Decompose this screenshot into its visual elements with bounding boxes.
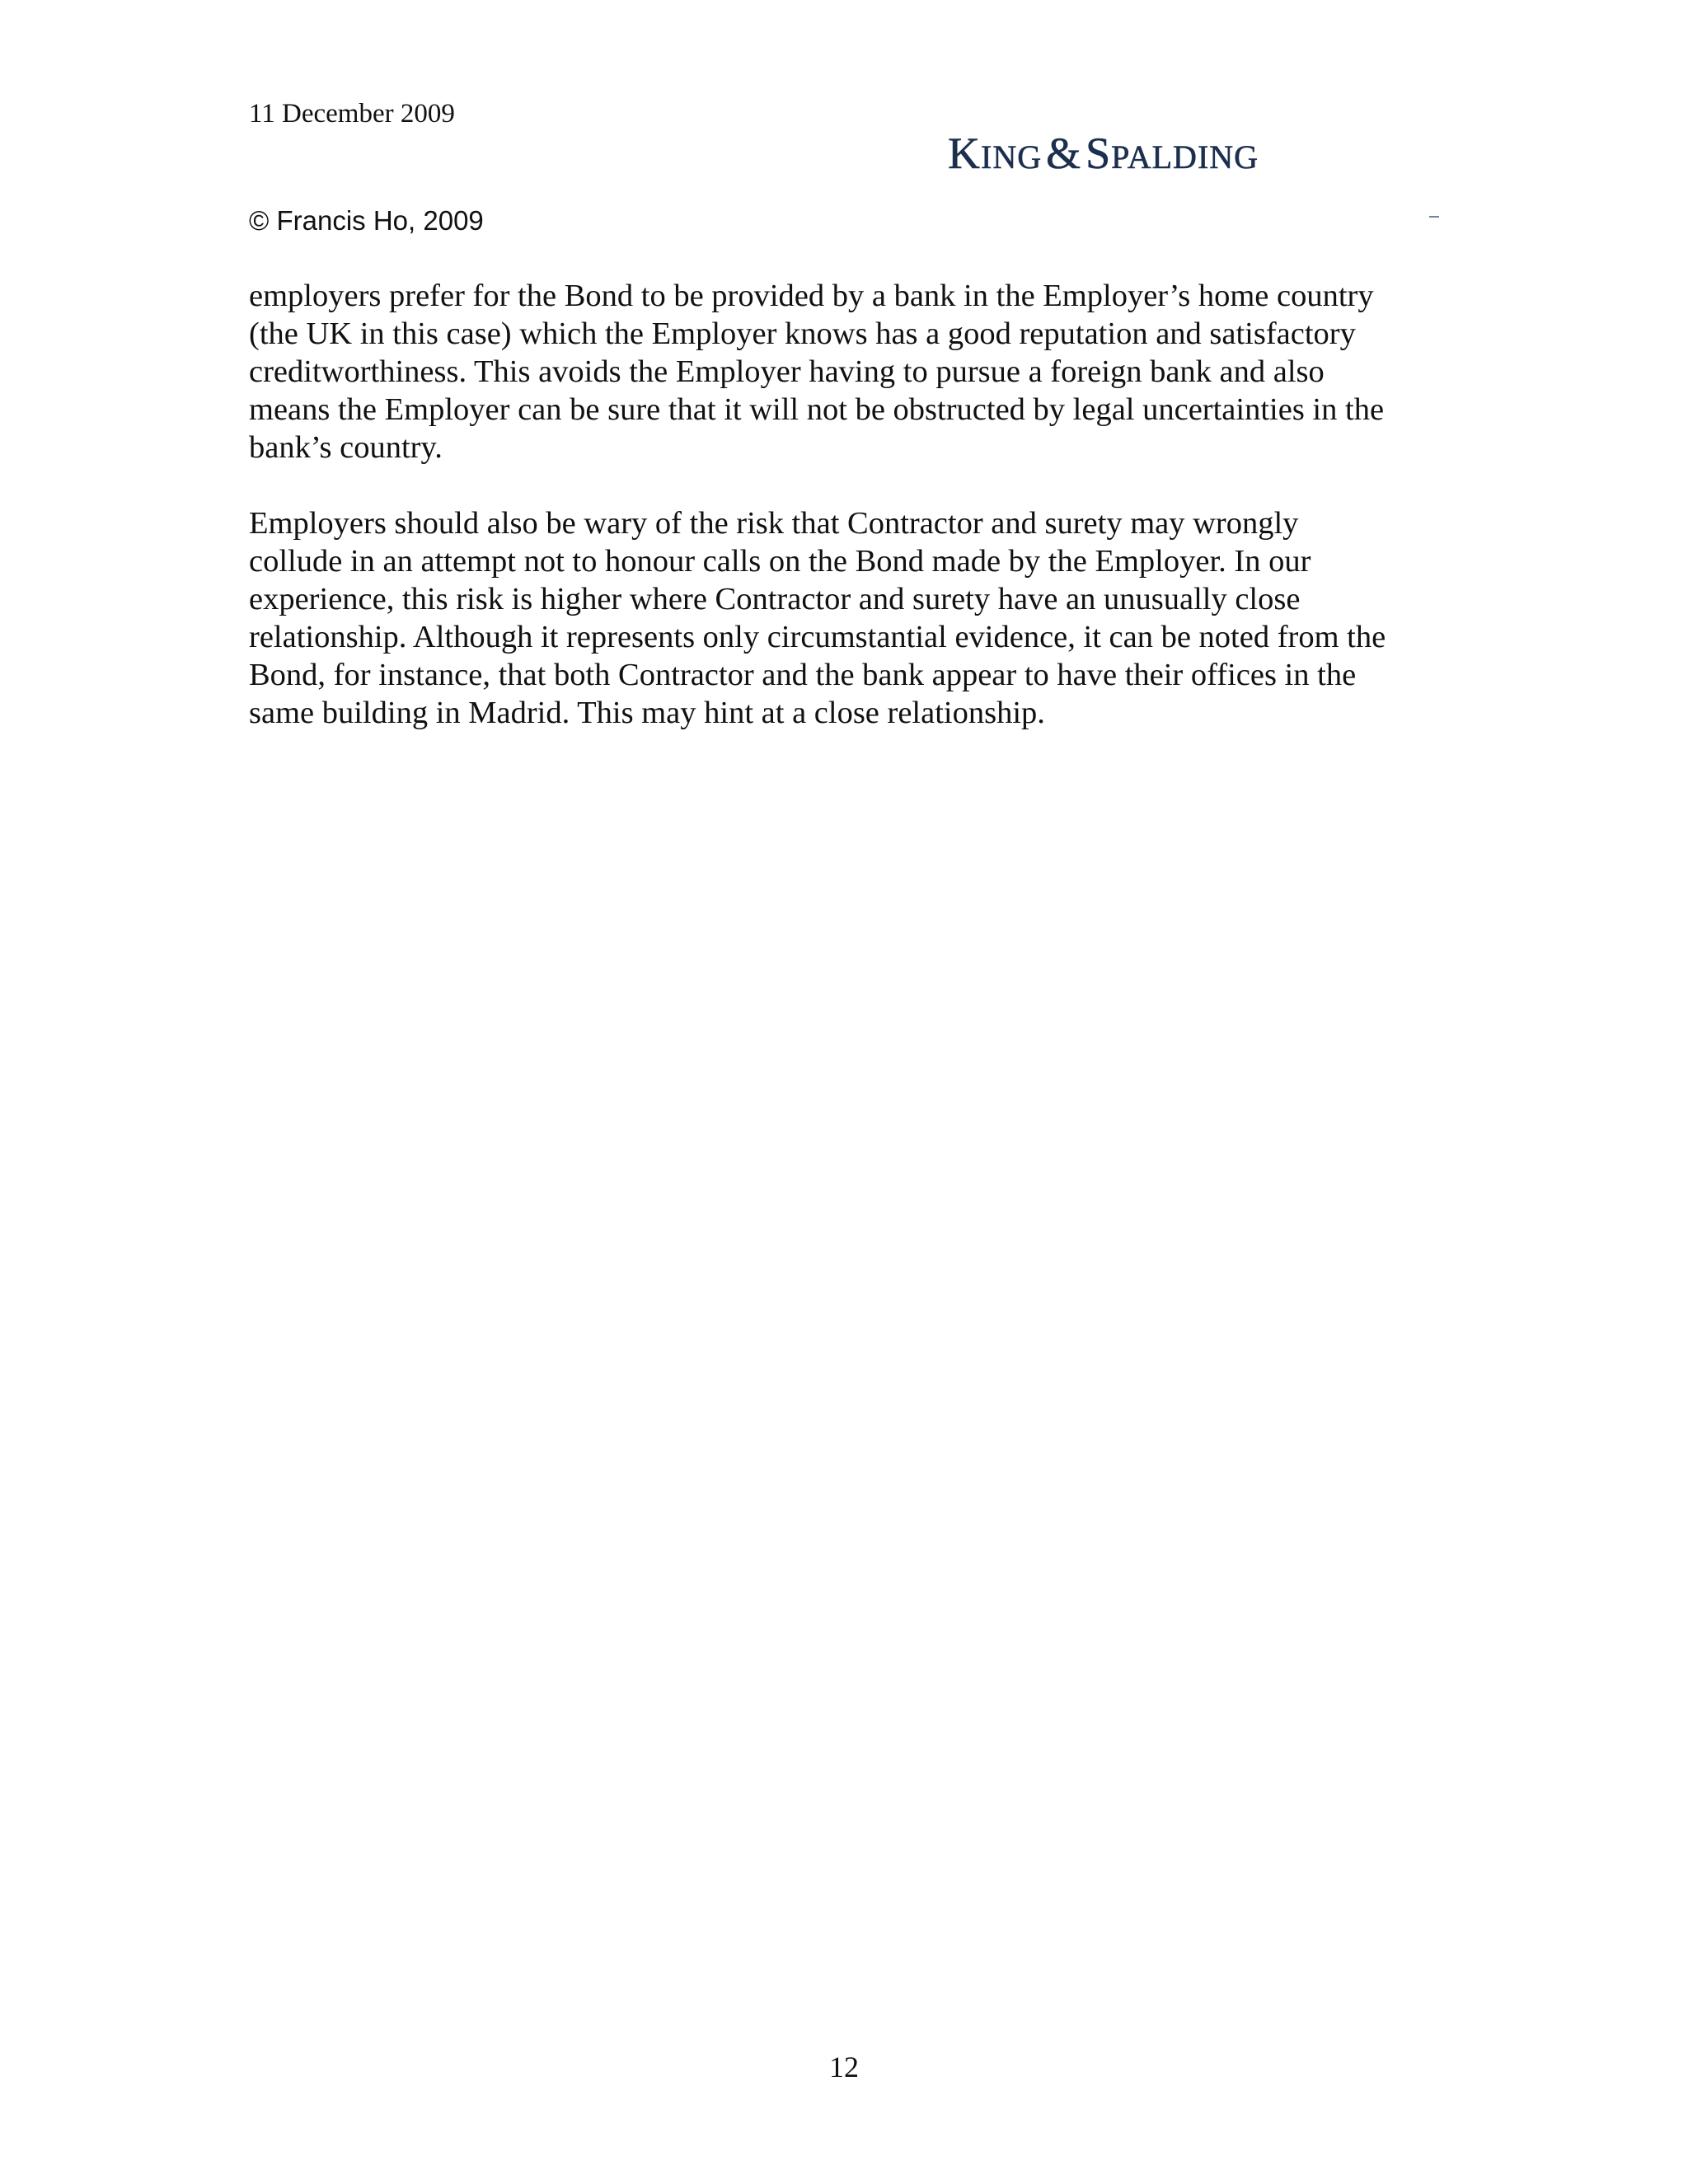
text-line: Bond, for instance, that both Contractor and the bank appear to have their offices in the [249,658,1357,692]
company-logo: KING & SPALDING [948,129,1259,178]
text-line: employers prefer for the Bond to be provided by a bank in the Employer’s home country [249,279,1374,313]
text-line: same building in Madrid. This may hint at a close relationship. [249,696,1045,730]
text-line: (the UK in this case) which the Employer knows has a good reputation and satisfactory [249,316,1356,351]
page-number: 12 [829,2050,859,2083]
text-line: bank’s country. [249,430,443,465]
copyright-notice: © Francis Ho, 2009 [249,205,484,236]
text-line: means the Employer can be sure that it will not be obstructed by legal uncertainties in the [249,392,1385,427]
text-line: creditworthiness. This avoids the Employer having to pursue a foreign bank and also [249,354,1325,389]
text-line: Employers should also be wary of the risk that Contractor and surety may wrongly [249,506,1299,541]
paragraph [249,277,1452,466]
text-line: experience, this risk is higher where Contractor and surety have an unusually close [249,582,1301,616]
text-line: collude in an attempt not to honour calls on the Bond made by the Employer. In our [249,544,1311,579]
header-date: 11 December 2009 [249,99,455,129]
body-text [249,277,1452,770]
header-dash-mark [1429,216,1439,218]
paragraph [249,504,1452,732]
text-line: relationship. Although it represents only circumstantial evidence, it can be noted from the [249,620,1386,654]
